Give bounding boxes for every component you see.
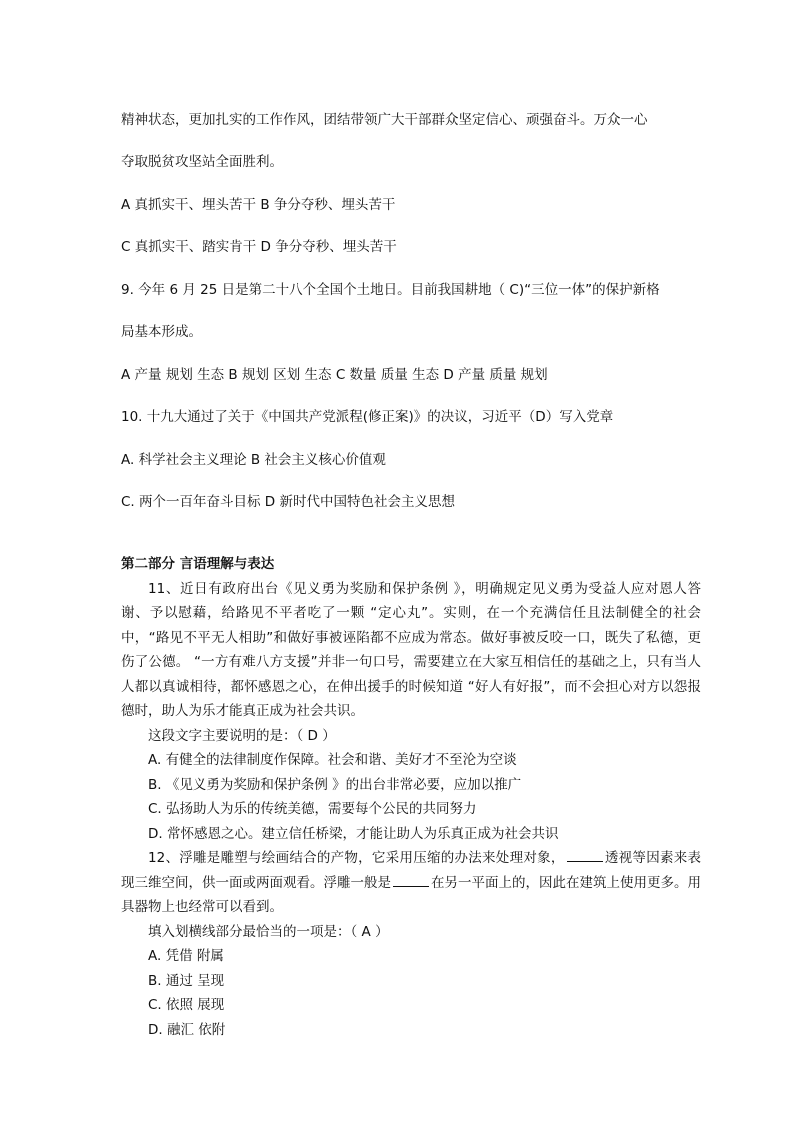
q12-option-d: D. 融汇 依附 [148,1021,226,1038]
q10-stem: 10. 十九大通过了关于《中国共产党派程(修正案)》的决议，习近平（D）写入党章 [121,409,614,425]
q12-text: 12、浮雕是雕塑与绘画结合的产物，它采用压缩的办法来处理对象， [148,850,565,866]
q12-passage [121,846,701,920]
q12-option-b: B. 通过 呈现 [148,972,225,989]
q11-passage: 11、近日有政府出台《见义勇为奖励和保护条例 》，明确规定见义勇为受益人应对恩人答谢、予以慰藉，给路见不平者吃了一颗 “定心丸”。实则，在一个充满信任且法制健全的社会中，“路见不平无人相助”和做好事被诬陷都不应成为常态。做好事被反咬一口，既失了私德，更伤了公德。 “一方有难八方支援”并非一句口号，需要建立在大家互相信任的基础之上，只有当人人都以真诚相待，都怀感恩之心，在伸出援手的时候知道 “好人有好报”，而不会担心对方以怨报德时，助人为乐才能真正成为社会共识。 [121,580,701,719]
q12-option-a: A. 凭借 附属 [148,948,224,964]
section-heading: 第二部分 言语理解与表达 [121,556,275,572]
q12-option-c: C. 依照 展现 [148,997,225,1013]
q12-text: 在另一平面上的，因此在建筑上使用更多。用具器物上也经常可以看到。 [121,874,701,915]
q11-option-a: A. 有健全的法律制度作保障。社会和谐、美好才不至沦为空谈 [148,752,517,768]
q9-options: A 产量 规划 生态 B 规划 区划 生态 C 数量 质量 生态 D 产量 质量 规划 [121,367,548,383]
fill-blank [393,874,429,887]
q11-option-c: C. 弘扬助人为乐的传统美德，需要每个公民的共同努力 [148,801,477,817]
q11-question: 这段文字主要说明的是：（ D ） [148,727,336,744]
part2-section [121,552,701,1042]
q8-options: A 真抓实干、埋头苦干 B 争分夺秒、埋头苦干 [121,197,396,213]
text-line: 夺取脱贫攻坚站全面胜利。 [121,154,283,170]
q10-options: A. 科学社会主义理论 B 社会主义核心价值观 [121,452,386,468]
q9-stem: 9. 今年 6 月 25 日是第二十八个全国个土地日。目前我国耕地（ C)“三位一体”的保护新格 [121,282,660,298]
q11-option-d: D. 常怀感恩之心。建立信任桥梁，才能让助人为乐真正成为社会共识 [148,825,559,842]
q11-option-b: B. 《见义勇为奖励和保护条例 》的出台非常必要，应加以推广 [148,776,522,793]
q9-stem: 局基本形成。 [121,324,202,340]
q8-options: C 真抓实干、踏实肯干 D 争分夺秒、埋头苦干 [121,239,397,255]
fill-blank [567,849,603,862]
q10-options: C. 两个一百年奋斗目标 D 新时代中国特色社会主义思想 [121,494,455,510]
q12-question: 填入划横线部分最恰当的一项是：（ A ） [148,923,389,940]
q12-text: 透视等因素来表现三维空间，供一面或两面观看。浮雕一般是 [121,850,701,891]
text-line: 精神状态，更加扎实的工作作风，团结带领广大干部群众坚定信心、顽强奋斗。万众一心 [121,112,648,128]
